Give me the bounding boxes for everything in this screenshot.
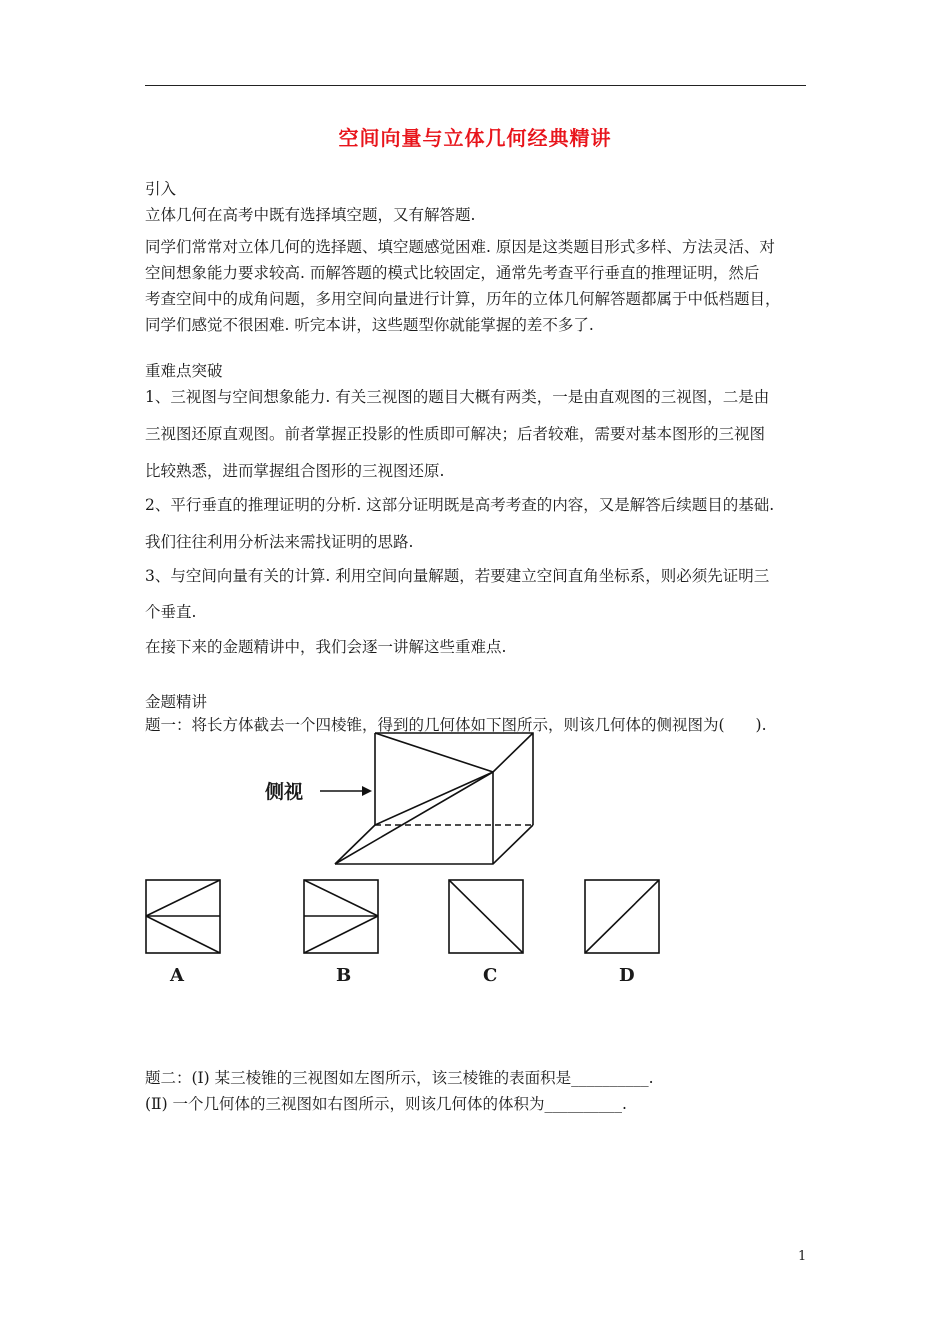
page-number: 1	[798, 1249, 807, 1264]
intro-line: 立体几何在高考中既有选择填空题，又有解答题.	[145, 206, 476, 224]
key-point-line: 我们往往利用分析法来需找证明的思路.	[145, 533, 414, 551]
key-point-line: 1、三视图与空间想象能力. 有关三视图的题目大概有两类，一是由直观图的三视图，二是由	[145, 388, 770, 406]
option-a-figure	[146, 880, 220, 953]
key-point-line: 2、平行垂直的推理证明的分析. 这部分证明既是高考考查的内容，又是解答后续题目的基础.	[145, 496, 775, 514]
option-d-figure	[585, 880, 659, 953]
problem-2-part-1: 题二：(Ⅰ) 某三棱锥的三视图如左图所示，该三棱锥的表面积是__________.	[145, 1069, 654, 1087]
intro-line: 同学们常常对立体几何的选择题、填空题感觉困难. 原因是这类题目形式多样、方法灵活、对	[145, 238, 775, 256]
option-d-label: D	[619, 965, 635, 986]
apex-diagonal-inner	[375, 772, 493, 825]
apex-diagonal	[335, 772, 493, 864]
problem-2-part-2: (Ⅱ) 一个几何体的三视图如右图所示，则该几何体的体积为__________.	[145, 1095, 627, 1113]
problems-heading: 金题精讲	[145, 693, 208, 711]
key-point-line: 三视图还原直观图。前者掌握正投影的性质即可解决；后者较难，需要对基本图形的三视图	[145, 425, 766, 443]
document-title: 空间向量与立体几何经典精讲	[338, 126, 612, 150]
option-a-label: A	[170, 965, 184, 986]
key-point-line: 个垂直.	[145, 603, 197, 621]
option-c-figure	[449, 880, 523, 953]
option-c-label: C	[483, 965, 498, 986]
intro-line: 考查空间中的成角问题，多用空间向量进行计算，历年的立体几何解答题都属于中低档题目，	[145, 290, 781, 308]
top-right-edge	[493, 733, 533, 772]
key-points-heading: 重难点突破	[145, 362, 223, 380]
key-point-line: 3、与空间向量有关的计算. 利用空间向量解题，若要建立空间直角坐标系，则必须先证明三	[145, 567, 770, 585]
option-b-label: B	[336, 965, 352, 986]
bottom-front-edges	[335, 825, 533, 864]
intro-heading: 引入	[145, 180, 177, 198]
key-point-line: 在接下来的金题精讲中，我们会逐一讲解这些重难点.	[145, 638, 507, 656]
key-point-line: 比较熟悉，进而掌握组合图形的三视图还原.	[145, 462, 445, 480]
arrow-head-icon	[362, 786, 372, 796]
side-view-label: 侧视	[265, 781, 304, 803]
intro-line: 同学们感觉不很困难. 听完本讲，这些题型你就能掌握的差不多了.	[145, 316, 594, 334]
back-face-edges	[375, 733, 533, 825]
problem-1-text: 题一：将长方体截去一个四棱锥，得到的几何体如下图所示，则该几何体的侧视图为( ).	[145, 716, 767, 734]
intro-line: 空间想象能力要求较高. 而解答题的模式比较固定，通常先考查平行垂直的推理证明，然后	[145, 264, 760, 282]
option-b-figure	[304, 880, 378, 953]
